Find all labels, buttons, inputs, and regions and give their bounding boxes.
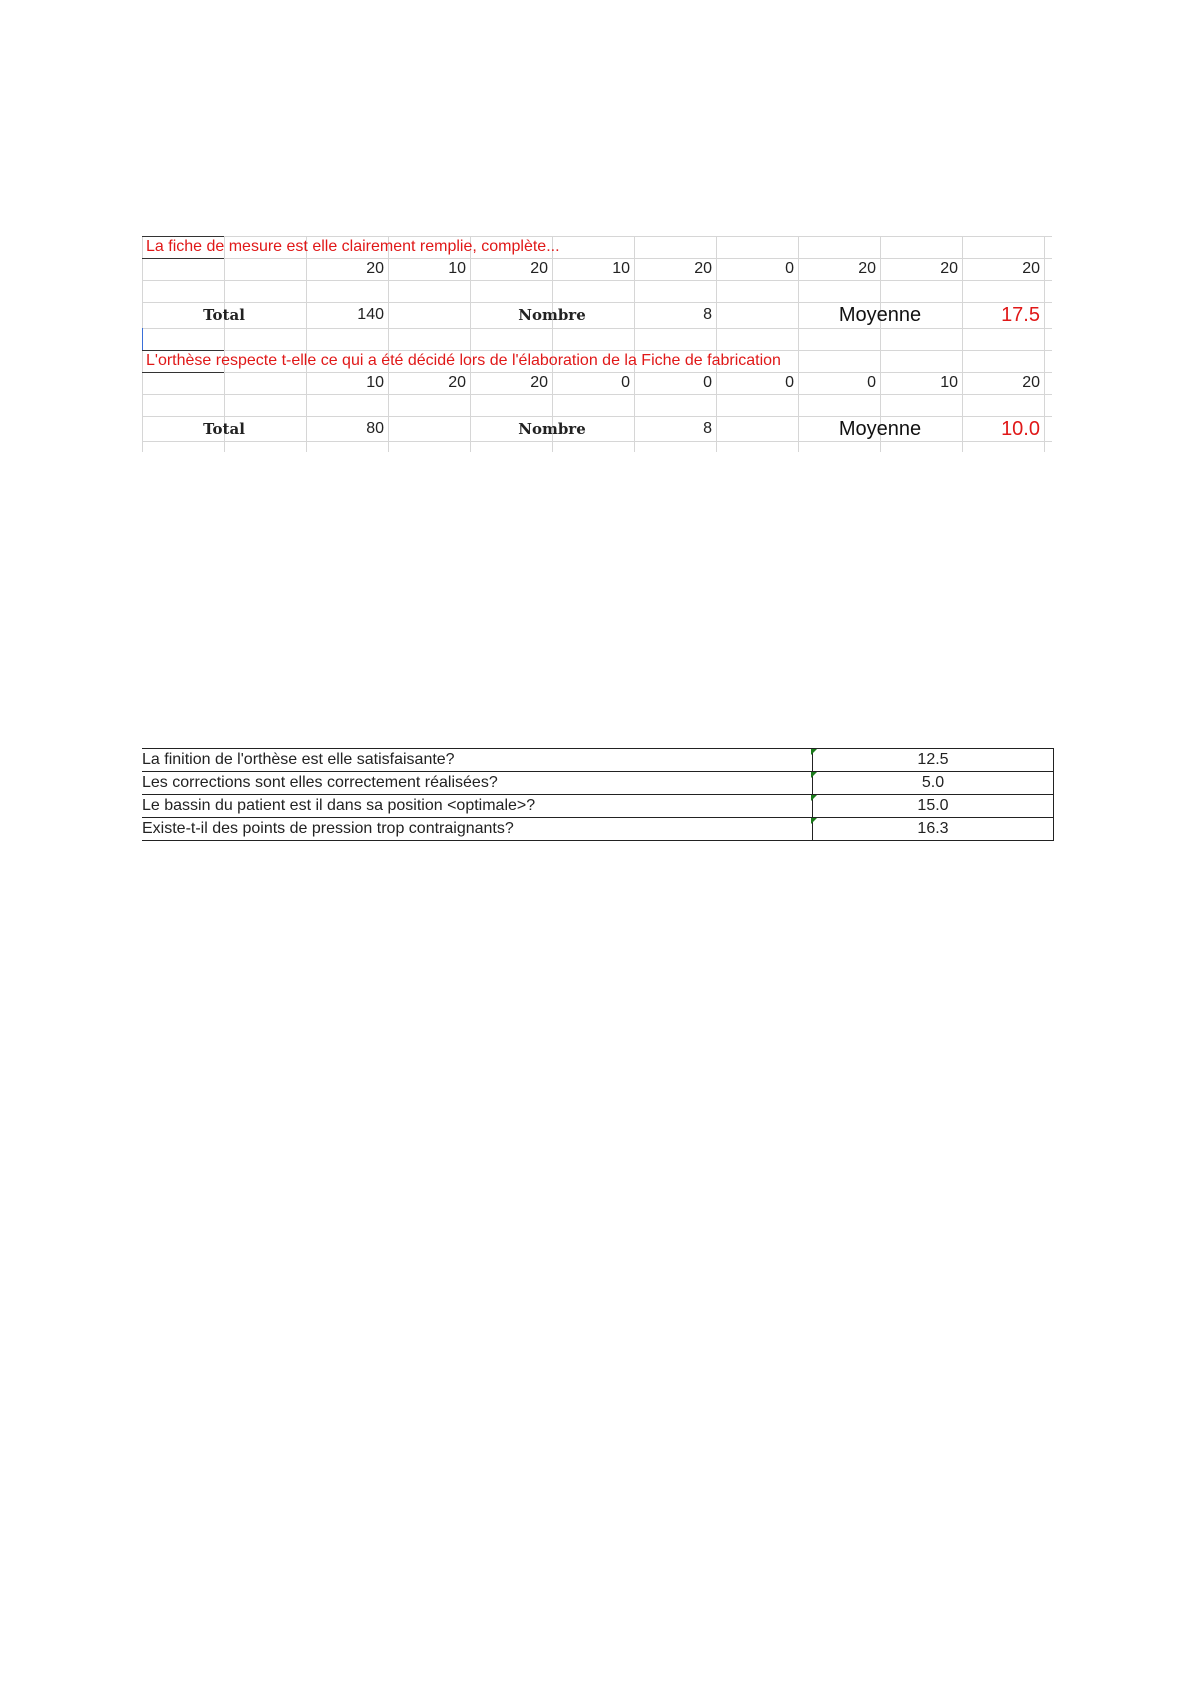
total-label: Total <box>203 306 245 324</box>
summary-question: La finition de l'orthèse est elle satisfaisante? <box>142 751 455 768</box>
score-cell[interactable]: 10 <box>612 260 630 277</box>
spreadsheet-fragment <box>142 236 1052 442</box>
score-cell[interactable]: 0 <box>785 260 794 277</box>
section2-heading: L'orthèse respecte t-elle ce qui a été décidé lors de l'élaboration de la Fiche de fabrication <box>146 352 781 369</box>
average-value[interactable]: 10.0 <box>1001 417 1040 440</box>
summary-value[interactable]: 16.3 <box>812 818 1054 840</box>
count-value[interactable]: 8 <box>703 420 712 437</box>
summary-row <box>142 772 1054 795</box>
summary-question: Le bassin du patient est il dans sa position <optimale>? <box>142 797 536 814</box>
score-cell[interactable]: 0 <box>621 374 630 391</box>
score-cell[interactable]: 0 <box>703 374 712 391</box>
comment-marker-icon <box>811 749 817 755</box>
comment-marker-icon <box>811 795 817 801</box>
score-cell[interactable]: 20 <box>366 260 384 277</box>
score-cell[interactable]: 20 <box>858 260 876 277</box>
section1-scores-row <box>142 258 1052 280</box>
empty-row <box>142 394 1052 416</box>
total-value[interactable]: 80 <box>366 420 384 437</box>
score-cell[interactable]: 20 <box>448 374 466 391</box>
summary-question: Les corrections sont elles correctement réalisées? <box>142 774 498 791</box>
summary-value[interactable]: 12.5 <box>812 749 1054 771</box>
summary-row <box>142 818 1054 841</box>
count-label: Nombre <box>518 420 586 438</box>
summary-value[interactable]: 15.0 <box>812 795 1054 817</box>
score-cell[interactable]: 10 <box>366 374 384 391</box>
section1-heading-row <box>142 236 1052 258</box>
average-value[interactable]: 17.5 <box>1001 303 1040 326</box>
score-cell[interactable]: 0 <box>867 374 876 391</box>
score-cell[interactable]: 20 <box>940 260 958 277</box>
total-value[interactable]: 140 <box>357 306 384 323</box>
score-cell[interactable]: 20 <box>530 260 548 277</box>
empty-row <box>142 328 1052 350</box>
comment-marker-icon <box>811 818 817 824</box>
count-label: Nombre <box>518 306 586 324</box>
total-label: Total <box>203 420 245 438</box>
comment-marker-icon <box>811 772 817 778</box>
section1-heading: La fiche de mesure est elle clairement remplie, complète... <box>146 238 560 255</box>
count-value[interactable]: 8 <box>703 306 712 323</box>
summary-value[interactable]: 5.0 <box>812 772 1054 794</box>
summary-row <box>142 795 1054 818</box>
score-cell[interactable]: 20 <box>694 260 712 277</box>
section2-totals-row <box>142 416 1052 442</box>
score-cell[interactable]: 20 <box>530 374 548 391</box>
average-label: Moyenne <box>838 417 922 440</box>
summary-table <box>142 748 1054 841</box>
score-cell[interactable]: 10 <box>448 260 466 277</box>
empty-row <box>142 280 1052 302</box>
score-cell[interactable]: 10 <box>940 374 958 391</box>
summary-question: Existe-t-il des points de pression trop contraignants? <box>142 820 514 837</box>
average-label: Moyenne <box>838 303 922 326</box>
score-cell[interactable]: 20 <box>1022 260 1040 277</box>
summary-row <box>142 748 1054 772</box>
score-cell[interactable]: 20 <box>1022 374 1040 391</box>
section1-totals-row <box>142 302 1052 328</box>
section2-heading-row <box>142 350 1052 372</box>
score-cell[interactable]: 0 <box>785 374 794 391</box>
section2-scores-row <box>142 372 1052 394</box>
